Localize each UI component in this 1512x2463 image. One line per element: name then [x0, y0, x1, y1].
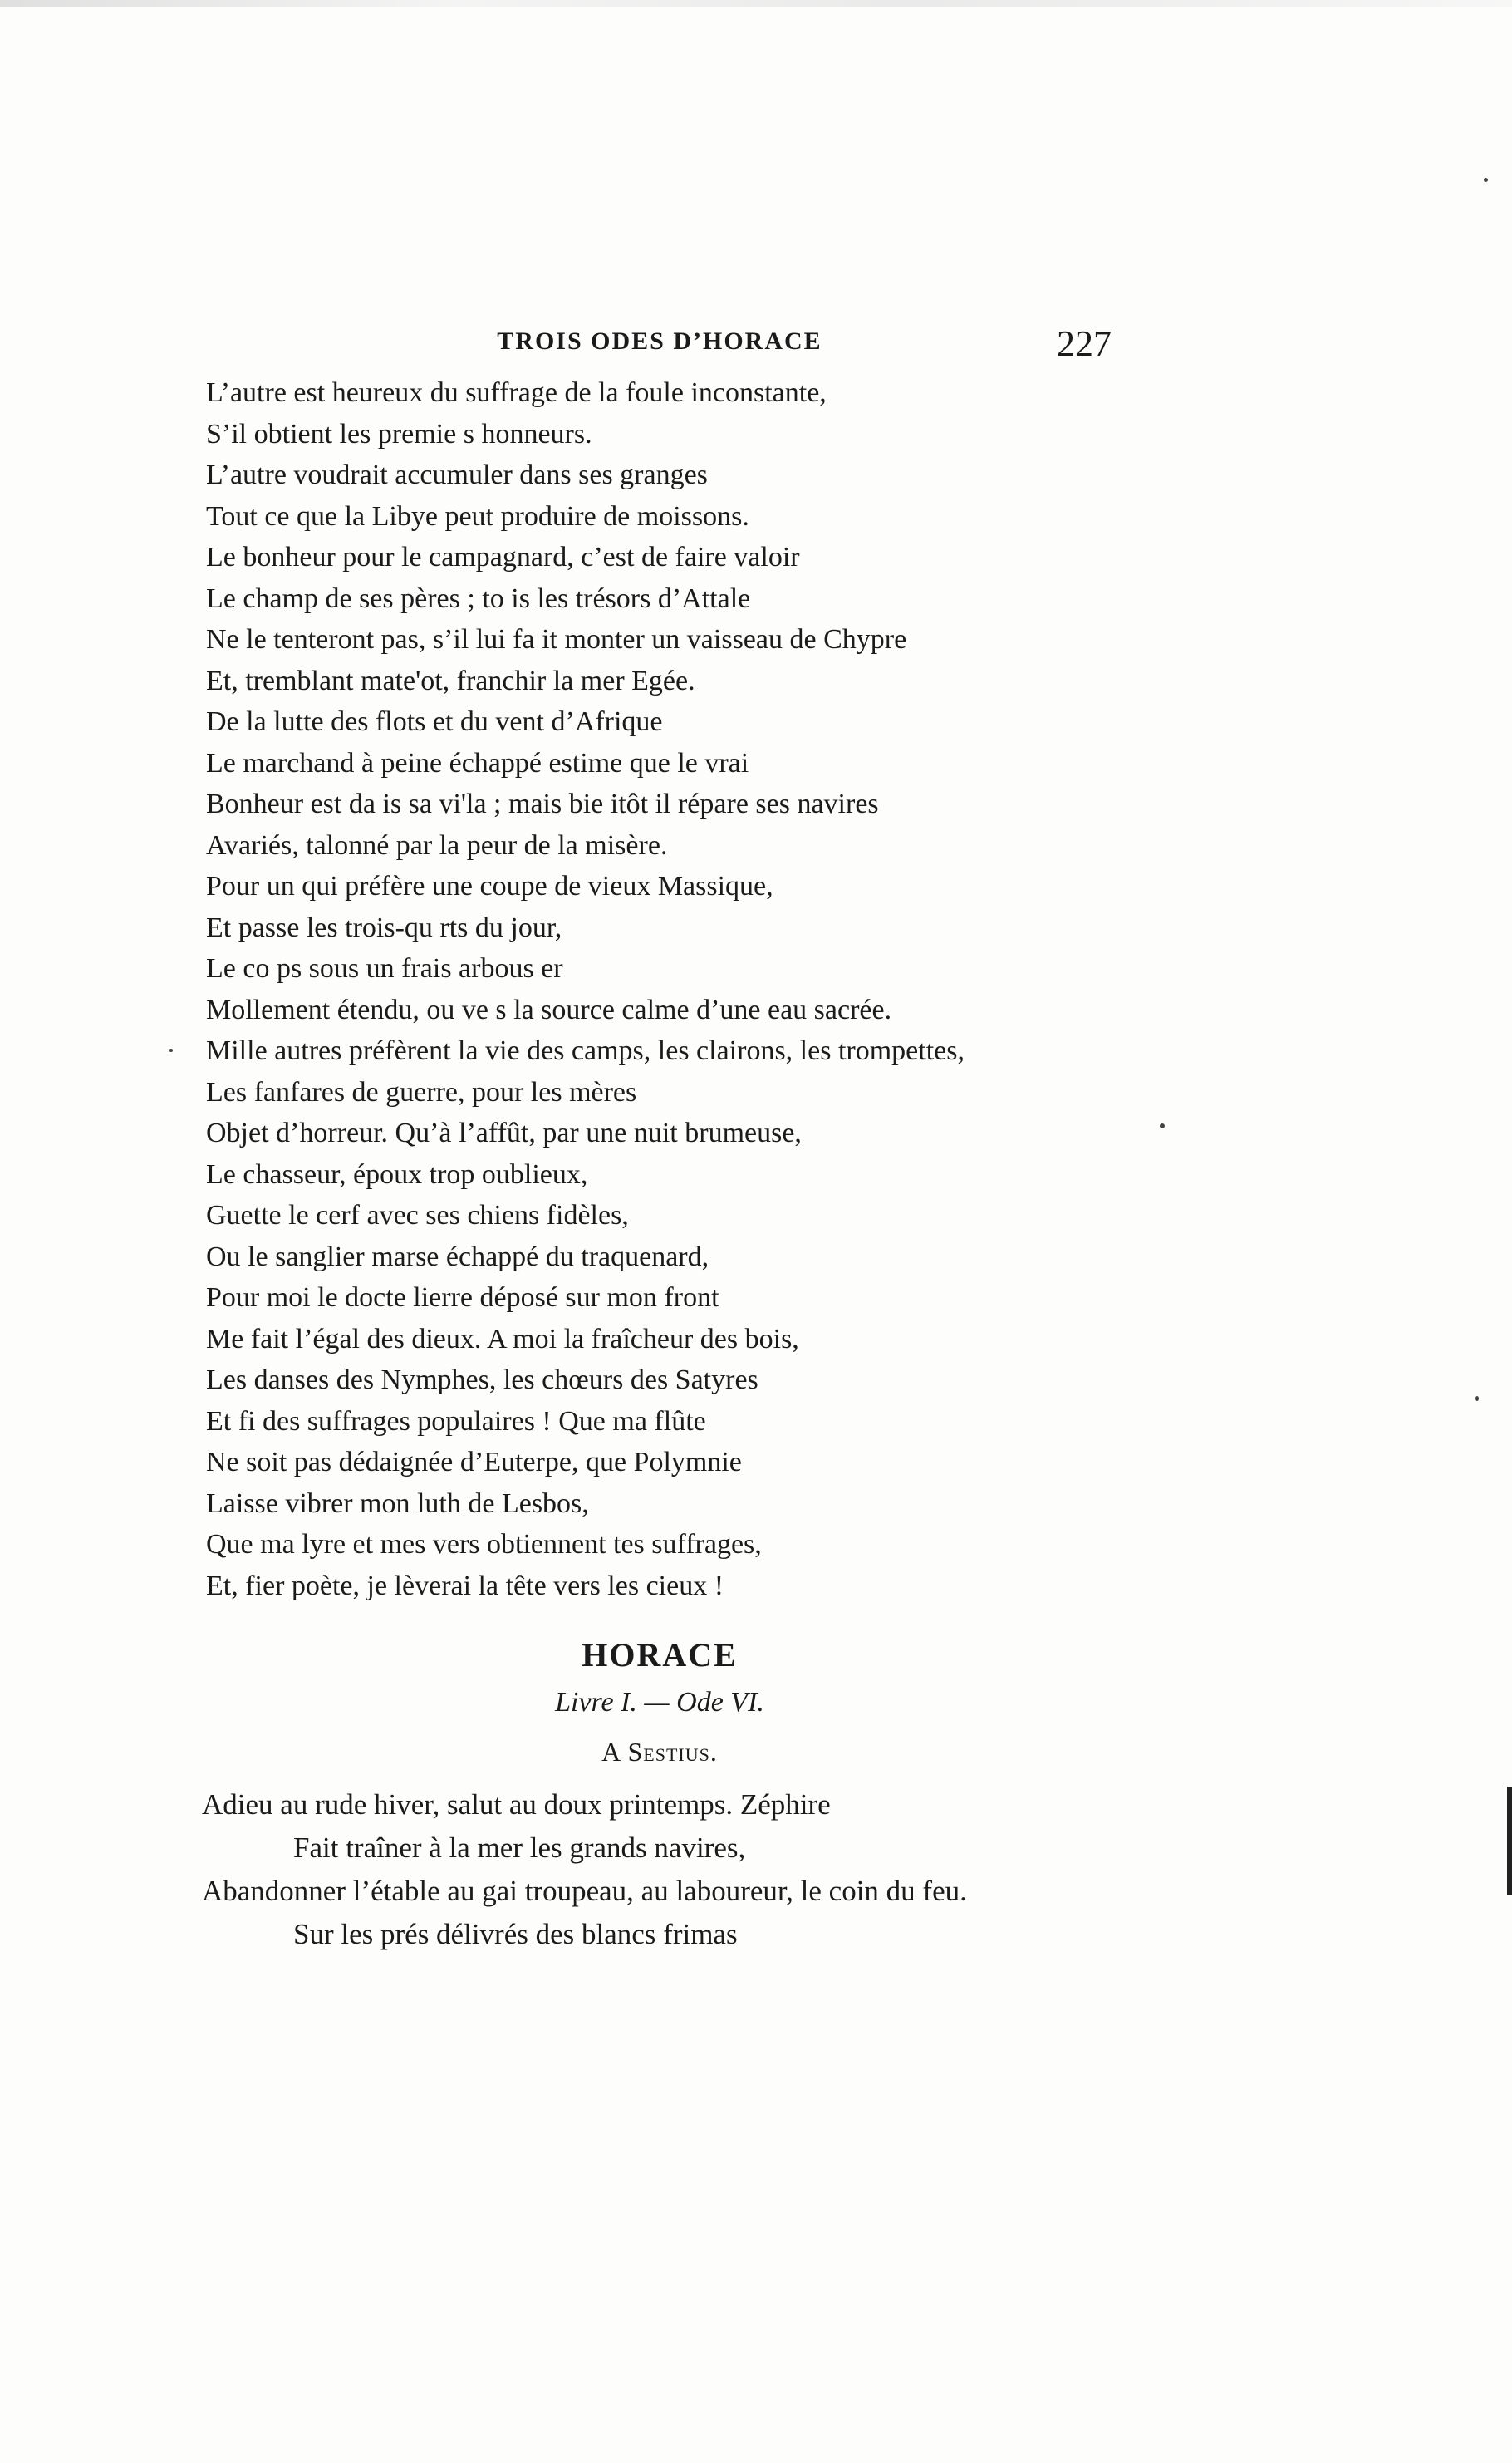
poem-line: Avariés, talonné par la peur de la misère.	[206, 829, 668, 861]
poem-line: Le champ de ses pères ; to is les trésors d’Attale	[206, 583, 751, 614]
poem-line: Le co ps sous un frais arbous er	[206, 953, 563, 984]
poem-line: Pour moi le docte lierre déposé sur mon front	[206, 1282, 719, 1313]
poem-line: Et, tremblant mate'ot, franchir la mer Egée.	[206, 665, 695, 696]
ode-line: Sur les prés délivrés des blancs frimas	[293, 1918, 738, 1950]
ode-line: Abandonner l’étable au gai troupeau, au laboureur, le coin du feu.	[202, 1875, 967, 1907]
poem-line: S’il obtient les premie s honneurs.	[206, 418, 592, 450]
poem-line: Ne soit pas dédaignée d’Euterpe, que Polymnie	[206, 1447, 742, 1477]
scan-edge-noise	[0, 0, 1512, 7]
section-title: HORACE	[582, 1636, 738, 1674]
poem-line: Mollement étendu, ou ve s la source calme d’une eau sacrée.	[206, 994, 892, 1025]
scan-speck	[1475, 1396, 1479, 1401]
poem-line: Le chasseur, époux trop oublieux,	[206, 1158, 588, 1190]
poem-line: L’autre est heureux du suffrage de la foule inconstante,	[206, 377, 827, 408]
poem-line: Laisse vibrer mon luth de Lesbos,	[206, 1487, 589, 1519]
poem-line: Tout ce que la Libye peut produire de moissons.	[206, 500, 749, 532]
scan-speck	[1160, 1123, 1165, 1128]
poem-line: L’autre voudrait accumuler dans ses granges	[206, 460, 708, 490]
poem-line: Les danses des Nymphes, les chœurs des Satyres	[206, 1364, 758, 1395]
poem-line: Bonheur est da is sa vi'la ; mais bie itôt il répare ses navires	[206, 789, 879, 819]
poem-line: Me fait l’égal des dieux. A moi la fraîcheur des bois,	[206, 1323, 799, 1354]
poem-line: Le bonheur pour le campagnard, c’est de faire valoir	[206, 542, 800, 573]
poem-line: De la lutte des flots et du vent d’Afrique	[206, 706, 663, 737]
poem-line: Mille autres préfèrent la vie des camps, les clairons, les trompettes,	[206, 1035, 965, 1066]
scan-edge-mark	[1507, 1787, 1512, 1895]
poem-line: Et passe les trois-qu rts du jour,	[206, 912, 562, 943]
poem-line: Et, fier poète, je lèverai la tête vers les cieux !	[206, 1570, 724, 1601]
ode-line: Fait traîner à la mer les grands navires,	[293, 1831, 746, 1864]
poem-line: Le marchand à peine échappé estime que le vrai	[206, 747, 749, 779]
dedication: A Sestius.	[601, 1737, 718, 1767]
ode-text	[202, 1783, 1141, 1956]
poem-line: Guette le cerf avec ses chiens fidèles,	[206, 1200, 629, 1231]
ode-line: Adieu au rude hiver, salut au doux printemps. Zéphire	[202, 1788, 831, 1821]
section-subtitle: Livre I. — Ode VI.	[555, 1687, 764, 1718]
running-title: TROIS ODES D’HORACE	[497, 327, 822, 355]
poem-line: Ne le tenteront pas, s’il lui fa it monter un vaisseau de Chypre	[206, 624, 907, 655]
poem-line: Les fanfares de guerre, pour les mères	[206, 1076, 637, 1108]
poem-text	[206, 372, 1128, 1606]
poem-line: Objet d’horreur. Qu’à l’affût, par une nuit brumeuse,	[206, 1118, 802, 1148]
running-head	[208, 322, 1112, 369]
scan-speck	[1484, 178, 1488, 182]
page-number: 227	[1057, 323, 1112, 364]
poem-line: Pour un qui préfère une coupe de vieux Massique,	[206, 871, 773, 902]
poem-line: Que ma lyre et mes vers obtiennent tes suffrages,	[206, 1529, 762, 1560]
poem-line: Ou le sanglier marse échappé du traquenard,	[206, 1241, 709, 1272]
poem-line: Et fi des suffrages populaires ! Que ma flûte	[206, 1405, 706, 1437]
scan-speck	[169, 1049, 173, 1052]
